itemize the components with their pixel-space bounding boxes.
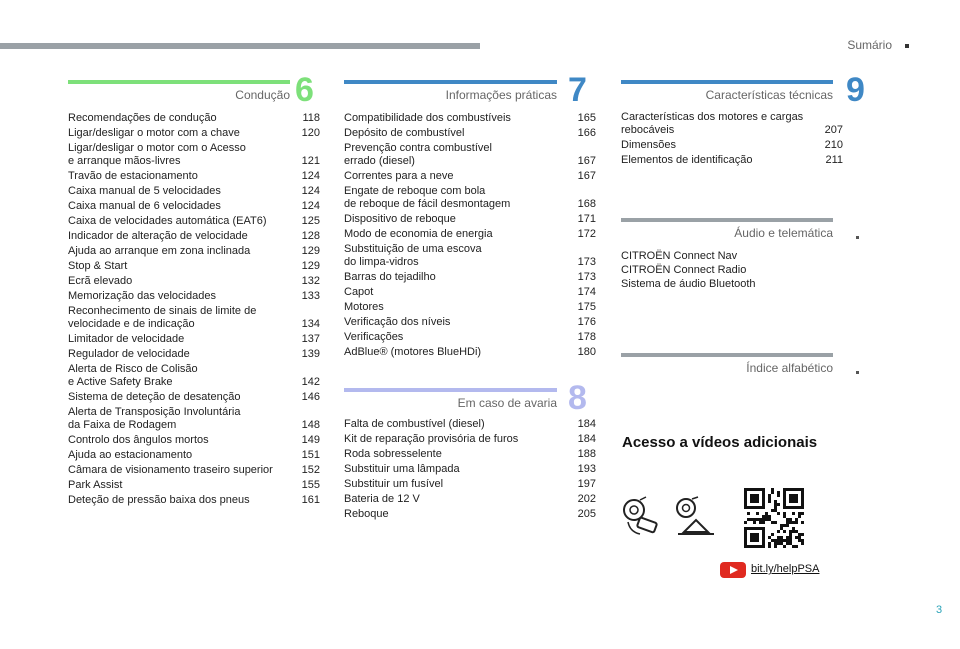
toc-entry[interactable] bbox=[344, 300, 596, 315]
toc-entry[interactable] bbox=[68, 448, 320, 463]
toc-entry[interactable] bbox=[68, 244, 320, 259]
toc-entry[interactable] bbox=[344, 507, 596, 522]
toc-entry-text: Roda sobresselente bbox=[344, 448, 442, 460]
toc-entry[interactable] bbox=[344, 242, 596, 270]
toc-entry-text: Depósito de combustível bbox=[344, 127, 465, 139]
section-title: Em caso de avaria bbox=[457, 396, 557, 410]
section-avaria bbox=[344, 388, 557, 418]
tire-repair-kit-icon bbox=[620, 496, 664, 540]
toc-entry-text: Elementos de identificação bbox=[621, 154, 753, 166]
toc-entry-page: 118 bbox=[302, 112, 320, 124]
header-dot bbox=[905, 44, 909, 48]
toc-entry-text: Correntes para a neve bbox=[344, 170, 454, 182]
toc-entry-text: Verificação dos níveis bbox=[344, 316, 451, 328]
section-bar bbox=[68, 80, 290, 84]
toc-entry[interactable] bbox=[68, 362, 320, 390]
section-bar bbox=[344, 80, 557, 84]
toc-entry-page: 197 bbox=[577, 478, 596, 490]
toc-entry-text: Travão de estacionamento bbox=[68, 170, 198, 182]
toc-entry[interactable] bbox=[68, 433, 320, 448]
header-bar bbox=[0, 43, 480, 49]
toc-entry-text: Limitador de velocidade bbox=[68, 333, 185, 345]
toc-entry[interactable] bbox=[344, 477, 596, 492]
toc-entry-text: Prevenção contra combustível errado (diesel) bbox=[344, 142, 492, 167]
toc-entry-page: 128 bbox=[301, 230, 320, 242]
toc-entry-page: 184 bbox=[577, 418, 596, 430]
audio-items: CITROËN Connect Nav CITROËN Connect Radio Sistema de áudio Bluetooth bbox=[621, 250, 756, 290]
toc-entry-text: Ligar/desligar o motor com a chave bbox=[68, 127, 240, 139]
toc-entry-text: Bateria de 12 V bbox=[344, 493, 420, 505]
toc-entry[interactable] bbox=[68, 199, 320, 214]
section-audio bbox=[621, 218, 833, 248]
section-bar bbox=[621, 218, 833, 222]
toc-entry-text: Indicador de alteração de velocidade bbox=[68, 230, 248, 242]
toc-list-informacoes bbox=[344, 111, 596, 360]
toc-entry-page: 151 bbox=[301, 449, 320, 461]
section-title: Áudio e telemática bbox=[734, 226, 833, 240]
toc-entry[interactable] bbox=[344, 212, 596, 227]
toc-entry-page: 167 bbox=[577, 155, 596, 167]
toc-entry[interactable] bbox=[68, 214, 320, 229]
toc-entry-page: 155 bbox=[301, 479, 320, 491]
toc-entry-text: Reconhecimento de sinais de limite de velocidade e de indicação bbox=[68, 305, 257, 330]
section-number: 7 bbox=[568, 71, 587, 109]
toc-entry-page: 148 bbox=[301, 419, 320, 431]
toc-list-avaria bbox=[344, 417, 596, 522]
toc-entry-page: 193 bbox=[577, 463, 596, 475]
toc-entry-page: 134 bbox=[301, 318, 320, 330]
toc-entry-page: 173 bbox=[577, 256, 596, 268]
toc-entry-text: Sistema de deteção de desatenção bbox=[68, 391, 241, 403]
toc-entry-text: Falta de combustível (diesel) bbox=[344, 418, 485, 430]
toc-entry-text: Motores bbox=[344, 301, 384, 313]
toc-entry[interactable] bbox=[344, 141, 596, 169]
toc-entry-page: 172 bbox=[577, 228, 596, 240]
toc-entry[interactable] bbox=[68, 332, 320, 347]
toc-entry-text: Kit de reparação provisória de furos bbox=[344, 433, 519, 445]
youtube-icon[interactable] bbox=[720, 562, 746, 578]
toc-entry-page: 174 bbox=[577, 286, 596, 298]
toc-entry-page: 184 bbox=[577, 433, 596, 445]
toc-entry-page: 120 bbox=[301, 127, 320, 139]
toc-entry-text: Compatibilidade dos combustíveis bbox=[344, 112, 511, 124]
toc-entry-text: Engate de reboque com bola de reboque de fácil desmontagem bbox=[344, 185, 511, 210]
toc-entry-page: 210 bbox=[824, 139, 843, 151]
toc-entry-text: Regulador de velocidade bbox=[68, 348, 190, 360]
section-bar bbox=[344, 388, 557, 392]
toc-entry[interactable] bbox=[68, 274, 320, 289]
toc-entry-page: 175 bbox=[577, 301, 596, 313]
toc-entry-text: Dispositivo de reboque bbox=[344, 213, 456, 225]
toc-entry-page: 173 bbox=[577, 271, 596, 283]
section-title: Características técnicas bbox=[705, 88, 833, 102]
section-bar bbox=[621, 353, 833, 357]
toc-entry-page: 180 bbox=[577, 346, 596, 358]
toc-entry[interactable] bbox=[344, 432, 596, 447]
toc-entry[interactable] bbox=[344, 315, 596, 330]
toc-entry[interactable] bbox=[68, 141, 320, 169]
toc-entry[interactable] bbox=[344, 285, 596, 300]
toc-entry-page: 129 bbox=[301, 245, 320, 257]
toc-entry-text: Recomendações de condução bbox=[68, 112, 217, 124]
toc-entry-text: Park Assist bbox=[68, 479, 123, 491]
section-conducao bbox=[68, 80, 290, 110]
toc-entry-page: 168 bbox=[577, 198, 596, 210]
toc-entry-text: Barras do tejadilho bbox=[344, 271, 436, 283]
toc-entry[interactable] bbox=[68, 169, 320, 184]
videos-title: Acesso a vídeos adicionais bbox=[622, 434, 818, 451]
toc-entry-text: Caixa manual de 6 velocidades bbox=[68, 200, 221, 212]
section-title[interactable]: Índice alfabético bbox=[746, 361, 833, 375]
toc-entry-page: 125 bbox=[301, 215, 320, 227]
toc-entry-page: 124 bbox=[301, 170, 320, 182]
section-bar bbox=[621, 80, 833, 84]
toc-entry-page: 205 bbox=[577, 508, 596, 520]
page-number: 3 bbox=[936, 604, 943, 616]
toc-entry-text: Ajuda ao arranque em zona inclinada bbox=[68, 245, 251, 257]
toc-entry-page: 161 bbox=[301, 494, 320, 506]
section-dot bbox=[856, 236, 859, 239]
toc-entry[interactable] bbox=[344, 126, 596, 141]
toc-entry-text: Substituir uma lâmpada bbox=[344, 463, 460, 475]
toc-entry-text: Ligar/desligar o motor com o Acesso e arranque mãos-livres bbox=[68, 142, 246, 167]
section-informacoes bbox=[344, 80, 557, 110]
toc-entry[interactable] bbox=[344, 462, 596, 477]
section-number: 8 bbox=[568, 379, 587, 417]
toc-entry-text: Características dos motores e cargas rebocáveis bbox=[621, 111, 804, 136]
toc-entry[interactable] bbox=[344, 492, 596, 507]
toc-entry-text: Câmara de visionamento traseiro superior bbox=[68, 464, 273, 476]
toc-entry-page: 176 bbox=[577, 316, 596, 328]
toc-entry-page: 139 bbox=[301, 348, 320, 360]
toc-entry-page: 137 bbox=[301, 333, 320, 345]
toc-list-tecnicas bbox=[621, 110, 843, 168]
toc-entry-page: 171 bbox=[577, 213, 596, 225]
toc-entry-text: Reboque bbox=[344, 508, 389, 520]
section-title: Informações práticas bbox=[445, 88, 557, 102]
toc-entry-page: 165 bbox=[577, 112, 596, 124]
toc-entry-text: Ajuda ao estacionamento bbox=[68, 449, 193, 461]
toc-entry[interactable] bbox=[344, 330, 596, 345]
toc-entry-page: 202 bbox=[577, 493, 596, 505]
toc-entry[interactable] bbox=[344, 227, 596, 242]
toc-entry[interactable] bbox=[68, 405, 320, 433]
toc-entry-text: Verificações bbox=[344, 331, 404, 343]
header-title[interactable]: Sumário bbox=[847, 38, 892, 52]
section-tecnicas bbox=[621, 80, 833, 110]
section-dot bbox=[856, 371, 859, 374]
toc-entry-page: 146 bbox=[301, 391, 320, 403]
toc-entry-page: 142 bbox=[301, 376, 320, 388]
toc-entry-page: 166 bbox=[577, 127, 596, 139]
toc-entry[interactable] bbox=[68, 304, 320, 332]
qr-code[interactable] bbox=[744, 488, 804, 548]
toc-entry-page: 121 bbox=[301, 155, 320, 167]
toc-entry[interactable] bbox=[68, 184, 320, 199]
toc-entry-text: Caixa manual de 5 velocidades bbox=[68, 185, 221, 197]
toc-entry[interactable] bbox=[621, 138, 843, 153]
section-number: 6 bbox=[295, 71, 314, 109]
help-link[interactable]: bit.ly/helpPSA bbox=[751, 563, 820, 575]
toc-entry-text: Memorização das velocidades bbox=[68, 290, 216, 302]
toc-entry[interactable] bbox=[68, 229, 320, 244]
toc-list-conducao bbox=[68, 111, 320, 508]
toc-entry-page: 152 bbox=[301, 464, 320, 476]
toc-entry[interactable] bbox=[621, 153, 843, 168]
toc-entry-page: 178 bbox=[577, 331, 596, 343]
toc-entry[interactable] bbox=[68, 126, 320, 141]
toc-entry-text: Modo de economia de energia bbox=[344, 228, 493, 240]
toc-entry[interactable] bbox=[68, 289, 320, 304]
toc-entry-page: 207 bbox=[824, 124, 843, 136]
section-title: Condução bbox=[235, 88, 290, 102]
toc-entry-page: 124 bbox=[301, 185, 320, 197]
toc-entry[interactable] bbox=[344, 447, 596, 462]
toc-entry-page: 129 bbox=[301, 260, 320, 272]
toc-entry-text: Substituir um fusível bbox=[344, 478, 444, 490]
toc-entry-text: Ecrã elevado bbox=[68, 275, 133, 287]
toc-entry-page: 167 bbox=[577, 170, 596, 182]
section-indice bbox=[621, 353, 833, 383]
toc-entry[interactable] bbox=[68, 347, 320, 362]
toc-entry-page: 149 bbox=[301, 434, 320, 446]
toc-entry-text: Dimensões bbox=[621, 139, 677, 151]
toc-entry[interactable] bbox=[68, 390, 320, 405]
toc-entry[interactable] bbox=[68, 463, 320, 478]
toc-entry-text: AdBlue® (motores BlueHDi) bbox=[344, 346, 482, 358]
toc-entry-text: Caixa de velocidades automática (EAT6) bbox=[68, 215, 267, 227]
toc-entry[interactable] bbox=[621, 110, 843, 138]
toc-entry[interactable] bbox=[68, 259, 320, 274]
toc-entry-page: 124 bbox=[301, 200, 320, 212]
section-number: 9 bbox=[846, 71, 865, 109]
toc-entry-text: Controlo dos ângulos mortos bbox=[68, 434, 209, 446]
toc-entry[interactable] bbox=[344, 169, 596, 184]
toc-entry-text: Capot bbox=[344, 286, 374, 298]
toc-entry-text: Stop & Start bbox=[68, 260, 128, 272]
toc-entry[interactable] bbox=[344, 417, 596, 432]
toc-entry-page: 132 bbox=[301, 275, 320, 287]
toc-entry-text: Substituição de uma escova do limpa-vidros bbox=[344, 243, 482, 268]
toc-entry-text: Deteção de pressão baixa dos pneus bbox=[68, 494, 250, 506]
toc-entry-page: 133 bbox=[301, 290, 320, 302]
toc-entry[interactable] bbox=[68, 111, 320, 126]
toc-entry[interactable] bbox=[344, 270, 596, 285]
toc-entry-text: Alerta de Risco de Colisão e Active Safety Brake bbox=[68, 363, 198, 388]
toc-entry-text: Alerta de Transposição Involuntária da Faixa de Rodagem bbox=[68, 406, 241, 431]
spare-wheel-jack-icon bbox=[674, 496, 718, 540]
toc-entry[interactable] bbox=[344, 111, 596, 126]
toc-entry[interactable] bbox=[344, 345, 596, 360]
toc-entry[interactable] bbox=[68, 478, 320, 493]
toc-entry[interactable] bbox=[68, 493, 320, 508]
toc-entry[interactable] bbox=[344, 184, 596, 212]
toc-entry-page: 211 bbox=[825, 154, 843, 166]
toc-entry-page: 188 bbox=[577, 448, 596, 460]
